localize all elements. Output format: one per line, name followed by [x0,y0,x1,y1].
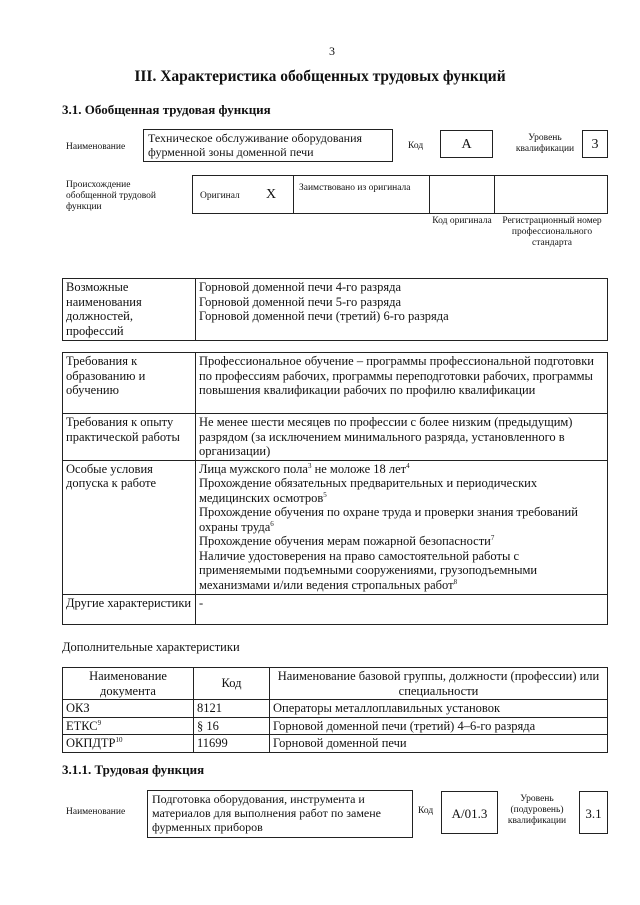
otf-level-box [582,130,608,158]
table-row [63,735,608,753]
tf-level-label: Уровень (подуровень) квалификации [507,794,567,826]
footnote-ref: 3 [307,461,312,470]
footnote-ref: 8 [453,577,458,586]
table-row [63,717,608,735]
list-item [199,534,604,549]
footnote-ref: 5 [323,490,327,499]
list-item: Горновой доменной печи (третий) 6-го разряда [199,309,449,323]
footnote-ref: 10 [115,735,123,744]
header-code: Код [194,668,270,700]
table-row [63,353,608,414]
additional-title: Дополнительные характеристики [62,640,240,654]
doc-name: ЕТКС [66,718,98,733]
special-text: Прохождение обучения по охране труда и проверки знания требований охраны труда [199,505,578,534]
other-label: Другие характеристики [63,594,196,624]
subsection-title: 3.1. Обобщенная трудовая функция [62,102,271,117]
tf-level-value: 3.1 [585,806,602,821]
name-cell: Горновой доменной печи [270,735,608,753]
education-value: Профессиональное обучение – программы профессиональной подготовки по профессиям рабочих, программы переподготовки рабочих, программы повышения квалификации рабочих по профилю квалификации [196,353,608,414]
other-value: - [196,594,608,624]
subsection-title-311: 3.1.1. Трудовая функция [62,762,205,777]
otf-code-label: Код [408,141,424,151]
list-item [199,505,604,534]
doc-name: ОКПДТР [66,736,116,750]
origin-grid [192,175,608,214]
doc-cell [63,717,194,735]
reg-number-label: Регистрационный номер профессионального стандарта [502,216,602,248]
footnote-ref: 6 [270,519,274,528]
name-cell: Горновой доменной печи (третий) 4–6-го разряда [270,717,608,735]
header-name: Наименование базовой группы, должности (профессии) или специальности [270,668,608,700]
positions-label: Возможные наименования должностей, профессий [63,279,196,341]
tf-name-value [147,790,413,838]
code-cell: § 16 [194,717,270,735]
footnote-ref: 4 [406,461,410,470]
origin-divider-3 [494,175,495,214]
special-label: Особые условия допуска к работе [63,460,196,594]
doc-cell [63,735,194,753]
special-conditions [196,460,608,594]
code-cell: 11699 [194,735,270,753]
special-text: Наличие удостоверения на право самостоятельной работы с применяемыми подъемными сооружениями, грузоподъемными механизмами и/или ведения стропальных работ [199,548,538,592]
additional-table [62,667,608,753]
special-text: не моложе 18 лет [311,461,407,476]
special-text: Лица мужского пола [199,461,308,476]
positions-table [62,278,608,341]
list-item [199,476,604,505]
header-document: Наименование документа [63,668,194,700]
table-row [63,700,608,718]
otf-level-label: Уровень квалификации [515,133,575,154]
otf-code-box [440,130,493,158]
table-row [63,279,608,341]
tf-level-box [579,791,608,834]
origin-divider-2 [429,175,430,214]
list-item [199,549,604,593]
origin-borrowed-label: Заимствовано из оригинала [299,183,411,193]
doc-cell [63,700,194,718]
table-row [63,460,608,594]
otf-name-value [143,129,393,162]
positions-list [196,279,608,341]
page-number: 3 [329,44,335,58]
requirements-table [62,352,608,625]
table-row [63,414,608,461]
code-original-label: Код оригинала [432,216,492,226]
doc-name: ОКЗ [66,701,90,715]
tf-name-text: Подготовка оборудования, инструмента и материалов для выполнения работ по замене фурменных приборов [152,792,381,834]
otf-name-text: Техническое обслуживание оборудования фурменной зоны доменной печи [148,131,363,159]
footnote-ref: 9 [97,718,102,727]
code-cell: 8121 [194,700,270,718]
otf-code-value: А [461,137,472,152]
tf-code-value: А/01.3 [451,806,488,821]
list-item: Горновой доменной печи 5-го разряда [199,294,401,309]
special-text: Прохождение обучения мерам пожарной безопасности [199,534,491,548]
special-text: Прохождение обязательных предварительных и периодических медицинских осмотров [199,476,538,505]
tf-code-box [441,791,498,834]
origin-label: Происхождение обобщенной трудовой функции [66,180,156,212]
tf-code-label: Код [418,806,434,816]
list-item [199,462,604,477]
origin-divider-1 [293,175,294,214]
origin-original-mark: X [266,187,277,202]
table-row [63,594,608,624]
origin-original-label: Оригинал [200,191,240,201]
section-title: III. Характеристика обобщенных трудовых функций [134,68,506,85]
footnote-ref: 7 [490,533,495,542]
name-cell: Операторы металлоплавильных установок [270,700,608,718]
list-item: Горновой доменной печи 4-го разряда [199,280,401,294]
otf-name-label: Наименование [66,142,126,152]
table-row [63,668,608,700]
experience-value: Не менее шести месяцев по профессии с более низким (предыдущим) разрядом (за исключением минимального разряда, установленного в организации) [196,414,608,461]
experience-label: Требования к опыту практической работы [63,414,196,461]
tf-name-label: Наименование [66,807,126,817]
otf-level-value: 3 [591,137,599,152]
education-label: Требования к образованию и обучению [63,353,196,414]
